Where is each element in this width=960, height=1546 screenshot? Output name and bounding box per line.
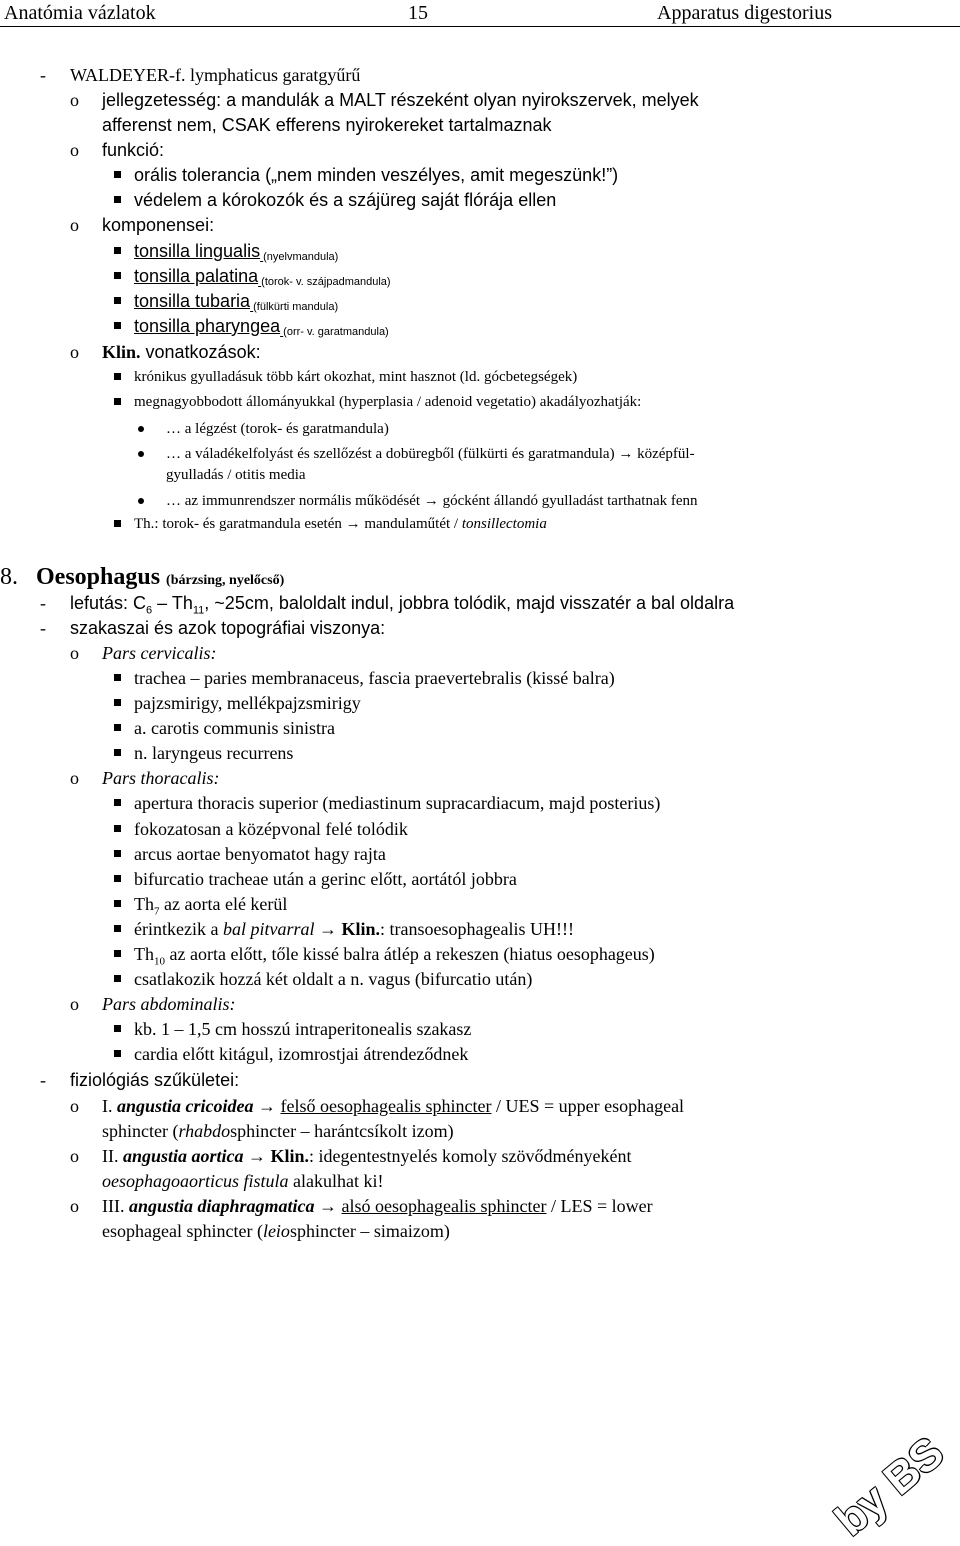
watermark-logo: by BS bbox=[826, 1427, 954, 1546]
page-header bbox=[0, 0, 960, 27]
page-number: 15 bbox=[408, 2, 428, 24]
section-title: 8. Oesophagus (bárzsing, nyelőcső) bbox=[0, 564, 285, 590]
header-title: Anatómia vázlatok bbox=[4, 2, 156, 24]
header-section: Apparatus digestorius bbox=[657, 2, 832, 24]
